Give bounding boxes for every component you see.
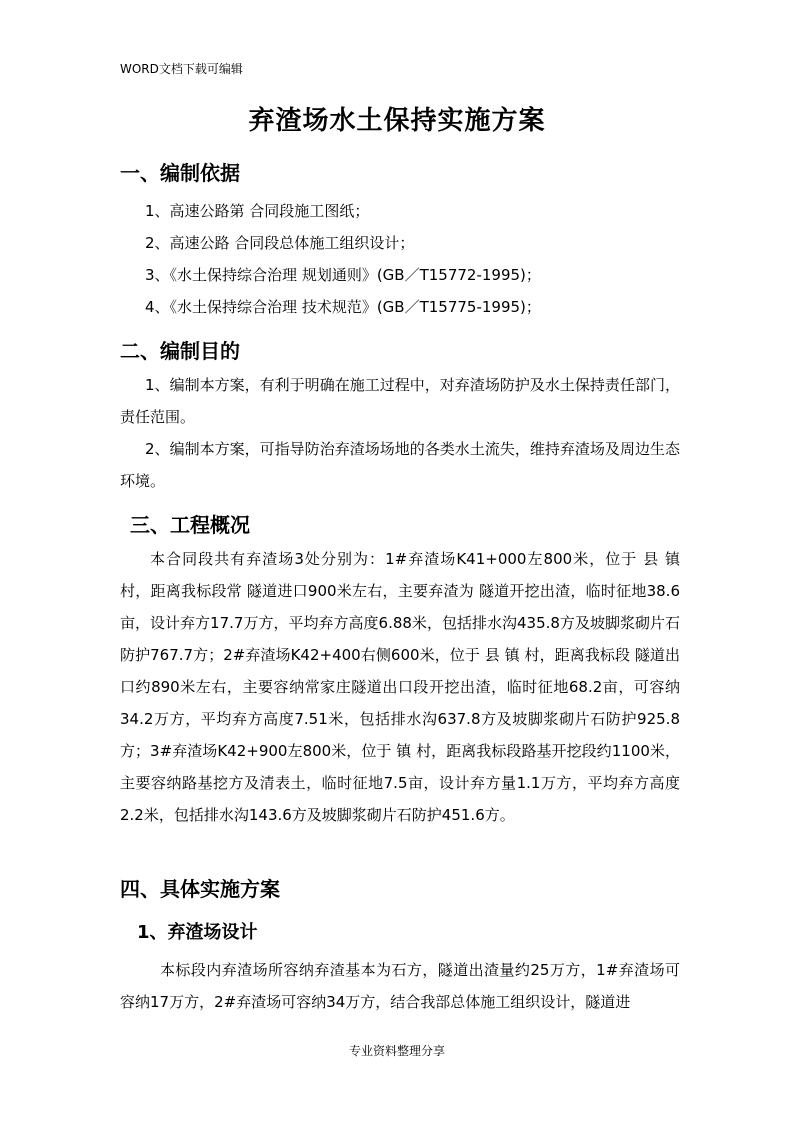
basis-item-3: 3、《水土保持综合治理 规划通则》(GB／T15772-1995)； [145,266,541,284]
overview-paragraph: 本合同段共有弃渣场3处分别为：1#弃渣场K41+000左800米，位于 县 镇 村，距离我标段常 隧道进口900米左右，主要弃渣为 隧道开挖出渣，临时征地38.6亩，设计弃方17.7万方，平均弃方高度6.88米，包括排水沟435.8方及坡脚浆砌片石防护767.7方；2#弃渣场K42+400右侧600米，位于 县 镇 村，距离我标段 隧道出口约890米左右，主要容纳常家庄隧道出口段开挖出渣，临时征地68.2亩，可容纳34.2万方，平均弃方高度7.51米，包括排水沟637.8方及坡脚浆砌片石防护925.8方；3#弃渣场K42+900左800米，位于 镇 村，距离我标段路基开挖段约1100米，主要容纳路基挖方及清表土，临时征地7.5亩，设计弃方量1.1万方，平均弃方高度2.2米，包括排水沟143.6方及坡脚浆砌片石防护451.6方。 [120,550,680,824]
page-footer: 专业资料整理分享 [348,1044,445,1058]
section-heading-basis: 一、编制依据 [120,161,240,185]
dump-design-paragraph: 本标段内弃渣场所容纳弃渣基本为石方，隧道出渣量约25万方，1#弃渣场可容纳17万方，2#弃渣场可容纳34万方，结合我部总体施工组织设计，隧道进 [120,961,680,1011]
section-heading-overview: 三、工程概况 [130,513,250,537]
basis-item-1: 1、高速公路第 合同段施工图纸； [145,202,370,220]
section-heading-purpose: 二、编制目的 [120,339,240,363]
document-title: 弃渣场水土保持实施方案 [248,106,546,136]
purpose-paragraph-2: 2、编制本方案，可指导防治弃渣场场地的各类水土流失，维持弃渣场及周边生态环境。 [120,440,680,490]
basis-item-2: 2、高速公路 合同段总体施工组织设计； [145,234,415,252]
basis-item-4: 4、《水土保持综合治理 技术规范》(GB／T15775-1995)； [145,298,541,316]
subsection-heading-dump-design: 1、弃渣场设计 [137,922,258,943]
purpose-paragraph-1: 1、编制本方案，有利于明确在施工过程中，对弃渣场防护及水土保持责任部门，责任范围。 [120,376,680,426]
section-heading-plan: 四、具体实施方案 [120,877,280,901]
page-header: WORD文档下载可编辑 [120,62,243,76]
